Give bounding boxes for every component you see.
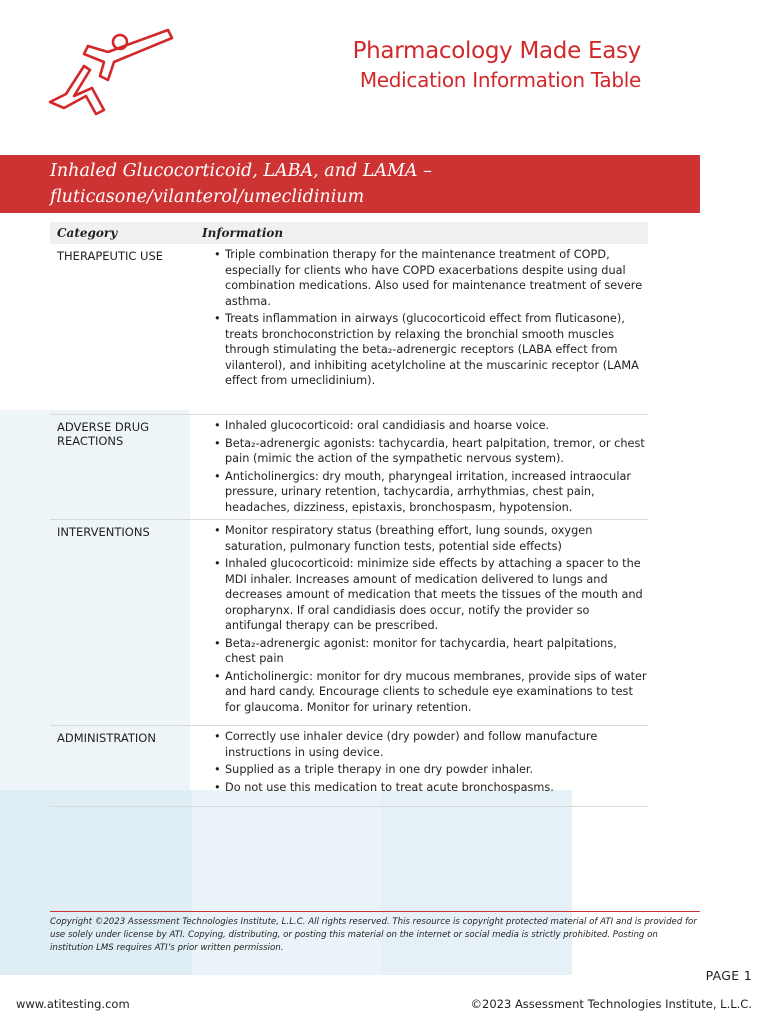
page-number: PAGE 1 — [705, 968, 752, 983]
header — [353, 36, 641, 94]
category-cell: ADVERSE DRUG REACTIONS — [57, 420, 150, 448]
column-header-category: Category — [57, 226, 118, 240]
website-link[interactable]: www.atitesting.com — [16, 997, 130, 1011]
footer-copyright: ©2023 Assessment Technologies Institute, L.L.C. — [470, 997, 752, 1011]
copyright-notice: Copyright ©2023 Assessment Technologies Institute, L.L.C. All rights reserved. This resource is copyright protected material of ATI and is provided for use solely under license by ATI. Copying, distributing, or posting this material on the internet or social media is strictly prohibited. Posting on institution LMS requires ATI’s prior written permission. — [50, 911, 700, 955]
list-item: • Supplied as a triple therapy in one dry powder inhaler. — [214, 762, 648, 778]
list-item: • Beta₂-adrenergic agonists: tachycardia, heart palpitation, tremor, or chest pain (mimic the action of the sympathetic nervous system). — [214, 436, 648, 467]
information-cell — [202, 244, 648, 414]
list-item: • Do not use this medication to treat acute bronchospasms. — [214, 780, 648, 796]
medication-banner: Inhaled Glucocorticoid, LABA, and LAMA – fluticasone/vilanterol/umeclidinium — [0, 155, 700, 213]
information-cell — [202, 726, 648, 806]
list-item: • Beta₂-adrenergic agonist: monitor for tachycardia, heart palpitations, chest pain — [214, 636, 648, 667]
table-header — [50, 222, 648, 244]
table-row — [50, 244, 648, 415]
list-item: • Inhaled glucocorticoid: minimize side effects by attaching a spacer to the MDI inhaler. Increases amount of medication delivered to lungs and decreases amount of medication that meets the tissues of the mouth and oropharynx. If oral candidiasis does occur, notify the provider so antifungal therapy can be prescribed. — [214, 556, 648, 634]
document-subtitle: Medication Information Table — [359, 68, 641, 92]
list-item: • Correctly use inhaler device (dry powder) and follow manufacture instructions in using device. — [214, 729, 648, 760]
ati-logo — [44, 24, 176, 124]
information-cell — [202, 415, 648, 519]
category-cell: THERAPEUTIC USE — [57, 249, 164, 263]
list-item: • Triple combination therapy for the maintenance treatment of COPD, especially for clients who have COPD exacerbations despite using dual combination medications. Also used for maintenance treatment of severe asthma. — [214, 247, 648, 309]
column-header-information: Information — [202, 226, 284, 240]
medication-table — [50, 222, 648, 807]
list-item: • Monitor respiratory status (breathing effort, lung sounds, oxygen saturation, pulmonary function tests, potential side effects) — [214, 523, 648, 554]
table-row — [50, 415, 648, 520]
document-title: Pharmacology Made Easy — [352, 38, 641, 64]
category-cell: ADMINISTRATION — [57, 731, 156, 745]
table-row — [50, 726, 648, 807]
table-row — [50, 520, 648, 726]
list-item: • Anticholinergic: monitor for dry mucous membranes, provide sips of water and hard candy. Encourage clients to schedule eye examinations to test for glaucoma. Monitor for urinary retention. — [214, 669, 648, 716]
list-item: • Anticholinergics: dry mouth, pharyngeal irritation, increased intraocular pressure, urinary retention, tachycardia, arrhythmias, chest pain, headaches, dizziness, epistaxis, bronchospasm, hypotension. — [214, 469, 648, 516]
category-cell: INTERVENTIONS — [57, 525, 150, 539]
list-item: • Treats inflammation in airways (glucocorticoid effect from fluticasone), treats bronchoconstriction by relaxing the bronchial smooth muscles through stimulating the beta₂-adrenergic receptors (LABA effect from vilanterol), and inhibiting acetylcholine at the muscarinic receptor (LAMA effect from umeclidinium). — [214, 311, 648, 389]
information-cell — [202, 520, 648, 725]
list-item: • Inhaled glucocorticoid: oral candidiasis and hoarse voice. — [214, 418, 648, 434]
